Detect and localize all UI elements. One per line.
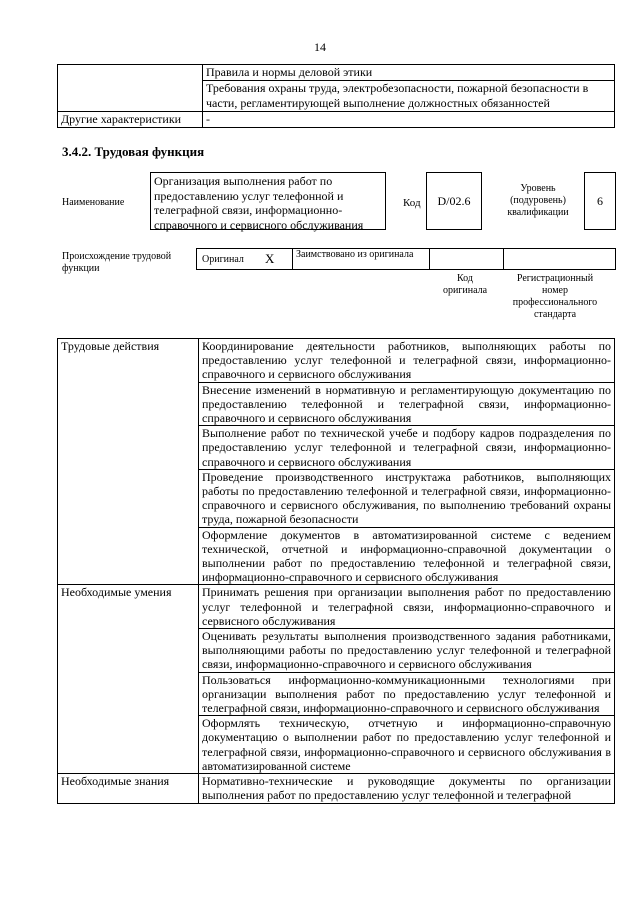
table-cell: Оформлять техническую, отчетную и информационно-справочную документацию о выполнении работ по предоставлению услуг телефонной и телеграфной связи, информационно-справочного и сервисного обслуживания в автоматизированной системе xyxy=(199,716,615,774)
original-label: Оригинал xyxy=(202,254,244,265)
section-heading: 3.4.2. Трудовая функция xyxy=(62,144,205,159)
code-label: Код xyxy=(403,197,421,209)
reg-number-cell xyxy=(503,248,616,270)
function-code-box: D/02.6 xyxy=(426,172,482,230)
section-label: Трудовые действия xyxy=(58,339,199,585)
top-table xyxy=(57,64,615,128)
table-row xyxy=(58,65,615,81)
name-label: Наименование xyxy=(62,197,125,208)
reg-number-caption: Регистрационный номер профессионального стандарта xyxy=(512,273,598,320)
table-cell: Пользоваться информационно-коммуникационными технологиями при организации выполнения работ по предоставлению услуг телефонной и телеграфной связи, информационно-справочного и сервисного обслуживания xyxy=(199,672,615,716)
table-row xyxy=(58,339,615,383)
table-cell: Выполнение работ по технической учебе и подбору кадров подразделения по предоставлению услуг телефонной и телеграфной связи, информационно-справочного и сервисного обслуживания xyxy=(199,426,615,470)
code-original-caption: Код оригинала xyxy=(442,273,488,296)
table-cell-label xyxy=(58,65,203,112)
section-label: Необходимые умения xyxy=(58,585,199,774)
function-name-box: Организация выполнения работ по предоставлению услуг телефонной и телеграфной связи, информационно-справочного и сервисного обслуживания xyxy=(150,172,386,230)
table-cell: Нормативно-технические и руководящие документы по организации выполнения работ по предоставлению услуг телефонной и телеграфной xyxy=(199,774,615,803)
table-cell: Проведение производственного инструктажа работников, выполняющих работы по предоставлению телефонной и телеграфной связи, информационно-справочного и сервисного обслуживания, по выполнению требований охраны труда, пожарной безопасности xyxy=(199,469,615,527)
table-row xyxy=(58,585,615,629)
main-table xyxy=(57,338,615,804)
table-cell-label: Другие характеристики xyxy=(58,112,203,128)
table-cell: Оформление документов в автоматизированной системе с ведением технической, отчетной и информационно-справочной документации о выполнении работ по предоставлению телефонной и телеграфной связи, информационно-справочного и сервисного обслуживания xyxy=(199,527,615,585)
borrowed-label: Заимствовано из оригинала xyxy=(296,249,414,260)
borrowed-cell xyxy=(292,248,430,270)
origin-label: Происхождение трудовой функции xyxy=(62,251,172,274)
table-cell: Правила и нормы деловой этики xyxy=(203,65,615,81)
table-cell: - xyxy=(203,112,615,128)
section-label: Необходимые знания xyxy=(58,774,199,803)
table-row xyxy=(58,774,615,803)
table-cell: Внесение изменений в нормативную и регламентирующую документацию по предоставлению телефонной и телеграфной связи, информационно-справочного и сервисного обслуживания xyxy=(199,382,615,426)
page-number: 14 xyxy=(314,40,326,54)
table-cell: Оценивать результаты выполнения производственного задания работниками, выполняющими работы по предоставлению услуг телефонной и телеграфной связи, информационно-справочного и сервисного обслуживания xyxy=(199,629,615,673)
original-cell xyxy=(196,248,293,270)
original-mark: X xyxy=(265,251,275,266)
table-cell: Требования охраны труда, электробезопасности, пожарной безопасности в части, регламентирующей выполнение должностных обязанностей xyxy=(203,81,615,112)
table-row xyxy=(58,112,615,128)
table-cell: Принимать решения при организации выполнения работ по предоставлению услуг телефонной и телеграфной связи, информационно-справочного и сервисного обслуживания xyxy=(199,585,615,629)
qualification-level-label: Уровень (подуровень) квалификации xyxy=(507,183,569,218)
qualification-level-box: 6 xyxy=(584,172,616,230)
table-cell: Координирование деятельности работников, выполняющих работы по предоставлению услуг телефонной и телеграфной связи, информационно-справочного и сервисного обслуживания xyxy=(199,339,615,383)
code-original-cell xyxy=(429,248,504,270)
